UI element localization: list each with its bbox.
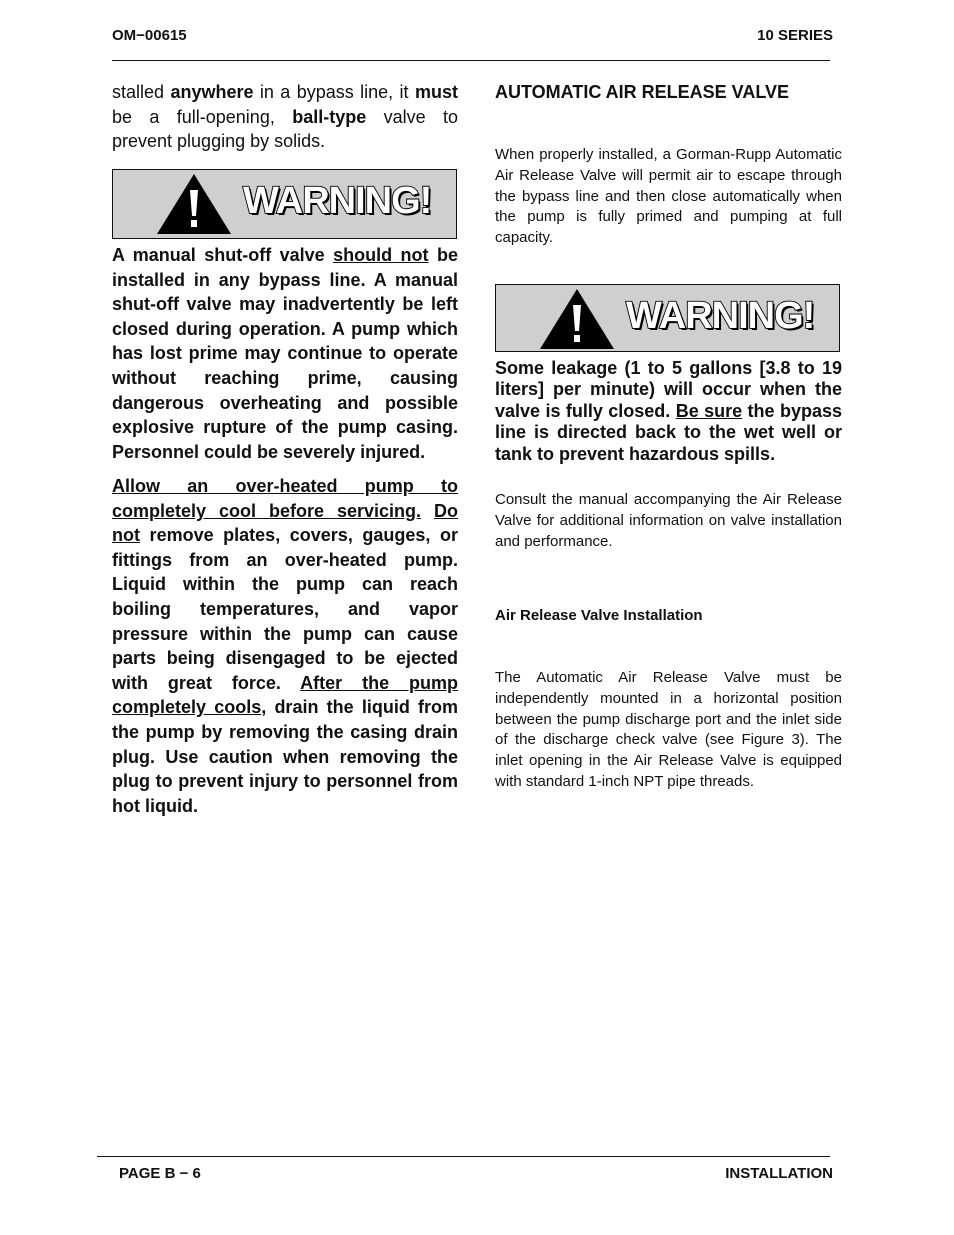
intro-paragraph: stalled anywhere in a bypass line, it must be a full-opening, ball-type valve to prevent plugging by solids. (112, 82, 458, 151)
series-label: 10 SERIES (757, 27, 833, 44)
header-rule (112, 60, 830, 61)
doc-number: OM−00615 (112, 27, 187, 44)
warning-banner-1 (112, 169, 457, 239)
subheading: Air Release Valve Installation (495, 607, 703, 624)
warning-triangle-icon (155, 172, 233, 236)
warning-text-2: Allow an over-heated pump to completely cool before servicing. Do not remove plates, covers, gauges, or fittings from an over-heated pump. Liquid within the pump can reach boiling temperatures, and vapor pressure within the pump can cause parts being disengaged to be ejected with great force. After the pump completely cools, drain the liquid from the pump by removing the casing drain plug. Use caution when removing the plug to prevent injury to personnel from hot liquid. (112, 476, 459, 816)
warning-banner-2 (495, 284, 840, 352)
installation-paragraph: The Automatic Air Release Valve must be independently mounted in a horizontal position between the pump discharge port and the inlet side of the discharge check valve (see Figure 3). The inlet opening in the Air Release Valve is equipped with standard 1-inch NPT pipe threads. (495, 669, 842, 790)
warning-label: WARNING! (626, 295, 815, 337)
warning-triangle-icon (538, 287, 616, 351)
warning-label: WARNING! (243, 180, 432, 222)
footer-rule (97, 1156, 830, 1157)
consult-paragraph: Consult the manual accompanying the Air Release Valve for additional information on valve installation and performance. (495, 491, 842, 550)
warning-text-3: Some leakage (1 to 5 gallons [3.8 to 19 liters] per minute) will occur when the valve is fully closed. Be sure the bypass line is directed back to the wet well or tank to prevent hazardous spills. (495, 358, 842, 464)
section-heading: AUTOMATIC AIR RELEASE VALVE (495, 82, 790, 102)
air-valve-paragraph: When properly installed, a Gorman-Rupp Automatic Air Release Valve will permit air to escape through the bypass line and then close automatically when the pump is fully primed and pumping at full capacity. (495, 146, 842, 247)
warning-text-1: A manual shut-off valve should not be installed in any bypass line. A manual shut-off valve may inadvertently be left closed during operation. A pump which has lost prime may continue to operate without reaching prime, causing dangerous overheating and possible explosive rupture of the pump casing. Personnel could be severely injured. (112, 245, 458, 462)
section-label: INSTALLATION (725, 1165, 833, 1182)
page-number: PAGE B − 6 (119, 1165, 201, 1182)
